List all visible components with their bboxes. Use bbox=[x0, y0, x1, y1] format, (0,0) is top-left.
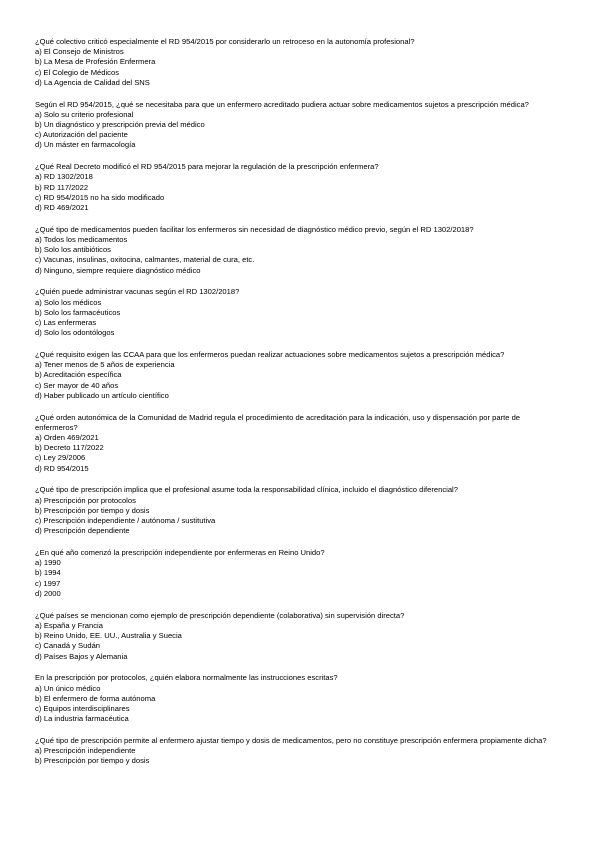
option-d: d) Un máster en farmacología bbox=[35, 140, 136, 150]
option-b: b) Decreto 117/2022 bbox=[35, 443, 104, 453]
option-b: b) Un diagnóstico y prescripción previa del médico bbox=[35, 120, 205, 130]
question-text: ¿Qué tipo de medicamentos pueden facilitar los enfermeros sin necesidad de diagnóstico médico previo, según el RD 1302/2018? bbox=[35, 224, 474, 234]
option-a: a) Solo los médicos bbox=[35, 297, 102, 307]
question-8 bbox=[35, 485, 559, 536]
option-d: d) Ninguno, siempre requiere diagnóstico médico bbox=[35, 265, 201, 275]
option-d: d) Prescripción dependiente bbox=[35, 526, 130, 536]
option-c: c) Equipos interdisciplinares bbox=[35, 703, 130, 713]
option-b: b) Reino Unido, EE. UU., Australia y Suecia bbox=[35, 631, 182, 641]
question-text: ¿Qué orden autonómica de la Comunidad de Madrid regula el procedimiento de acreditación para la indicación, uso y dispensación por parte de enfermeros? bbox=[35, 412, 521, 432]
question-text: ¿En qué año comenzó la prescripción independiente por enfermeras en Reino Unido? bbox=[35, 548, 325, 558]
question-3 bbox=[35, 162, 559, 213]
question-9 bbox=[35, 548, 559, 599]
option-c: c) Prescripción independiente / autónoma / sustitutiva bbox=[35, 516, 216, 526]
option-d: d) RD 469/2021 bbox=[35, 203, 89, 213]
question-text: ¿Qué Real Decreto modificó el RD 954/2015 para mejorar la regulación de la prescripción enfermera? bbox=[35, 162, 379, 172]
option-a: a) Prescripción independiente bbox=[35, 746, 136, 756]
question-text: ¿Qué colectivo criticó especialmente el RD 954/2015 por considerarlo un retroceso en la autonomía profesional? bbox=[35, 37, 415, 46]
option-a: a) RD 1302/2018 bbox=[35, 172, 93, 182]
option-c: c) Autorización del paciente bbox=[35, 130, 128, 140]
question-12 bbox=[35, 736, 559, 767]
option-b: b) Prescripción por tiempo y dosis bbox=[35, 756, 150, 766]
option-b: b) Acreditación específica bbox=[35, 370, 122, 380]
question-text: En la prescripción por protocolos, ¿quién elabora normalmente las instrucciones escritas? bbox=[35, 673, 338, 683]
option-c: c) Ser mayor de 40 años bbox=[35, 380, 119, 390]
question-text: ¿Qué tipo de prescripción implica que el profesional asume toda la responsabilidad clínica, incluido el diagnóstico diferencial? bbox=[35, 485, 458, 495]
option-d: d) 2000 bbox=[35, 588, 61, 598]
question-text: ¿Qué países se mencionan como ejemplo de prescripción dependiente (colaborativa) sin supervisión directa? bbox=[35, 610, 405, 620]
option-b: b) Solo los antibióticos bbox=[35, 245, 111, 255]
option-list bbox=[35, 558, 559, 599]
option-b: b) Solo los farmacéuticos bbox=[35, 307, 121, 317]
option-a: a) 1990 bbox=[35, 558, 61, 568]
option-d: d) La Agencia de Calidad del SNS bbox=[35, 77, 150, 87]
question-text: Según el RD 954/2015, ¿qué se necesitaba para que un enfermero acreditado pudiera actuar sobre medicamentos sujetos a prescripción médica? bbox=[35, 99, 529, 109]
option-c: c) Ley 29/2006 bbox=[35, 453, 86, 463]
option-a: a) Solo su criterio profesional bbox=[35, 109, 134, 119]
option-list bbox=[35, 235, 559, 276]
option-list bbox=[35, 621, 559, 662]
question-7 bbox=[35, 413, 559, 474]
question-text: ¿Quién puede administrar vacunas según el RD 1302/2018? bbox=[35, 287, 240, 297]
option-d: d) Países Bajos y Alemania bbox=[35, 651, 128, 661]
option-list bbox=[35, 298, 559, 339]
option-a: a) Prescripción por protocolos bbox=[35, 495, 136, 505]
option-a: a) España y Francia bbox=[35, 620, 103, 630]
option-c: c) El Colegio de Médicos bbox=[35, 67, 119, 77]
question-text: ¿Qué requisito exigen las CCAA para que los enfermeros puedan realizar actuaciones sobre medicamentos sujetos a prescripción médica? bbox=[35, 350, 505, 360]
question-1 bbox=[35, 37, 559, 88]
option-d: d) Solo los odontólogos bbox=[35, 328, 115, 338]
option-d: d) La industria farmacéutica bbox=[35, 714, 129, 724]
option-c: c) Vacunas, insulinas, oxitocina, calmantes, material de cura, etc. bbox=[35, 255, 255, 265]
option-a: a) El Consejo de Ministros bbox=[35, 47, 124, 57]
option-c: c) RD 954/2015 no ha sido modificado bbox=[35, 192, 165, 202]
option-b: b) El enfermero de forma autónoma bbox=[35, 693, 156, 703]
question-5 bbox=[35, 287, 559, 338]
option-list bbox=[35, 746, 559, 766]
option-d: d) Haber publicado un artículo científico bbox=[35, 390, 169, 400]
option-list bbox=[35, 684, 559, 725]
option-b: b) RD 117/2022 bbox=[35, 182, 89, 192]
question-11 bbox=[35, 673, 559, 724]
option-list bbox=[35, 360, 559, 401]
option-a: a) Tener menos de 5 años de experiencia bbox=[35, 360, 175, 370]
option-list bbox=[35, 47, 559, 88]
option-list bbox=[35, 496, 559, 537]
option-b: b) Prescripción por tiempo y dosis bbox=[35, 505, 150, 515]
option-b: b) 1994 bbox=[35, 568, 61, 578]
option-c: c) Canadá y Sudán bbox=[35, 641, 101, 651]
option-list bbox=[35, 433, 559, 474]
option-c: c) 1997 bbox=[35, 578, 61, 588]
option-list bbox=[35, 110, 559, 151]
question-6 bbox=[35, 350, 559, 401]
option-a: a) Orden 469/2021 bbox=[35, 433, 99, 443]
option-list bbox=[35, 172, 559, 213]
option-b: b) La Mesa de Profesión Enfermera bbox=[35, 57, 156, 67]
question-4 bbox=[35, 225, 559, 276]
question-2 bbox=[35, 100, 559, 151]
question-10 bbox=[35, 611, 559, 662]
option-a: a) Todos los medicamentos bbox=[35, 235, 128, 245]
option-d: d) RD 954/2015 bbox=[35, 463, 89, 473]
option-c: c) Las enfermeras bbox=[35, 318, 97, 328]
option-a: a) Un único médico bbox=[35, 683, 101, 693]
question-text: ¿Qué tipo de prescripción permite al enfermero ajustar tiempo y dosis de medicamentos, pero no constituye prescripción enfermera propiamente dicha? bbox=[35, 735, 547, 745]
